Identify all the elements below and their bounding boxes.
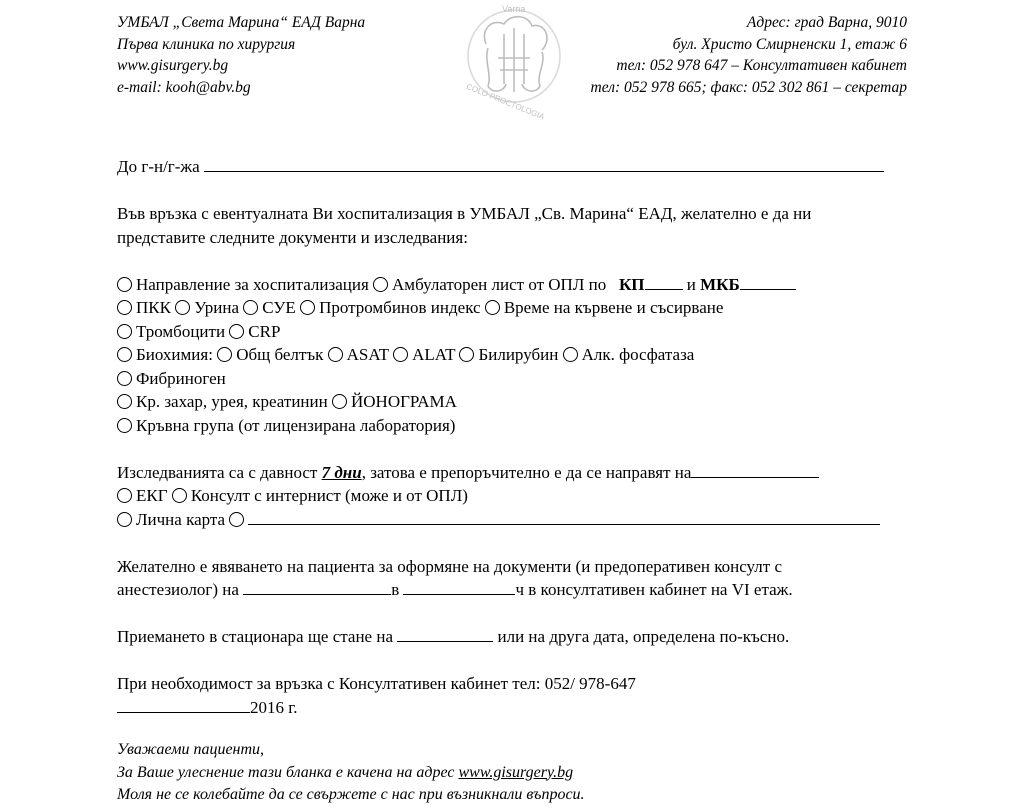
appear-at-label: в <box>391 580 400 599</box>
kp-field[interactable] <box>645 275 683 290</box>
crp-label: CRP <box>248 321 281 341</box>
bleeding-label: Време на кървене и съсирване <box>503 298 724 317</box>
asat-label: ASAT <box>346 345 389 364</box>
year-line <box>117 696 917 720</box>
ionogram-radio[interactable] <box>332 394 347 409</box>
crp-radio[interactable] <box>229 324 244 339</box>
email: e-mail: kooh@abv.bg <box>117 78 251 96</box>
validity-field[interactable] <box>691 463 819 478</box>
street: бул. Христо Смирненски 1, етаж 6 <box>672 35 907 53</box>
protein-label: Общ белтък <box>236 345 324 364</box>
options-row-2 <box>117 296 917 320</box>
ekg-label: ЕКГ <box>136 486 168 505</box>
urine-radio[interactable] <box>175 300 190 315</box>
phone-fax: тел: 052 978 665; факс: 052 302 861 – секретар <box>590 78 907 96</box>
admission-line <box>117 625 917 649</box>
recipient-line <box>117 155 917 179</box>
alat-radio[interactable] <box>393 347 408 362</box>
platelets-label: Тромбоцити <box>136 321 226 341</box>
referral-label: Направление за хоспитализация <box>136 274 369 294</box>
note-greeting: Уважаеми пациенти, <box>117 741 265 758</box>
kp-label: КП <box>618 274 645 294</box>
options-row-7 <box>117 414 917 438</box>
bleeding-radio[interactable] <box>485 300 500 315</box>
pkk-radio[interactable] <box>117 300 132 315</box>
platelets-radio[interactable] <box>117 324 132 339</box>
alat-label: ALAT <box>412 345 456 364</box>
clinic-logo <box>458 0 570 122</box>
sue-label: СУЕ <box>262 298 296 317</box>
validity-pre: Изследванията са с давност <box>117 462 318 482</box>
other-field[interactable] <box>248 510 880 525</box>
ionogram-label: ЙОНОГРАМА <box>350 392 457 411</box>
header-right <box>591 12 907 98</box>
id-radio[interactable] <box>117 512 132 527</box>
fibrinogen-radio[interactable] <box>117 371 132 386</box>
address: Адрес: град Варна, 9010 <box>746 14 907 31</box>
alk-radio[interactable] <box>563 347 578 362</box>
intro-line-2: представите следните документи и изследвания: <box>117 227 468 247</box>
protein-radio[interactable] <box>217 347 232 362</box>
validity-line <box>117 461 917 485</box>
pkk-label: ПКК <box>136 298 171 317</box>
note-line-3: Моля не се колебайте да се свържете с нас при възникнали въпроси. <box>117 786 585 803</box>
appear-time-field[interactable] <box>403 580 515 595</box>
form-body <box>117 155 917 719</box>
sue-radio[interactable] <box>243 300 258 315</box>
appear-line-2 <box>117 578 917 602</box>
admission-later: или на друга дата, определена по-късно. <box>497 627 790 646</box>
admission-label: Приемането в стационара ще стане на <box>117 627 393 646</box>
biochem-label: Биохимия: <box>136 345 213 364</box>
and-label: и <box>686 274 696 294</box>
prothrombin-radio[interactable] <box>300 300 315 315</box>
asat-radio[interactable] <box>328 347 343 362</box>
phone-consult: тел: 052 978 647 – Консултативен кабинет <box>616 57 907 74</box>
contact-line: При необходимост за връзка с Консултативен кабинет тел: 052/ 978-647 <box>117 674 636 693</box>
id-label: Лична карта <box>136 509 226 529</box>
appear-room-label: ч в консултативен кабинет на VI етаж. <box>515 580 793 599</box>
bilirubin-label: Билирубин <box>478 345 559 364</box>
appear-on-label: анестезиолог) на <box>117 580 239 599</box>
recipient-field[interactable] <box>204 157 884 172</box>
website: www.gisurgery.bg <box>117 57 229 74</box>
mkb-label: МКБ <box>700 274 740 294</box>
sugar-radio[interactable] <box>117 394 132 409</box>
year-label: 2016 г. <box>250 697 298 717</box>
patient-note <box>117 739 585 807</box>
options-row-8 <box>117 484 917 508</box>
clinic-name: Първа клиника по хирургия <box>117 35 296 53</box>
options-row-3 <box>117 320 917 344</box>
ambulatory-label: Амбулаторен лист от ОПЛ по <box>392 274 607 294</box>
logo-text-top: Varna <box>502 4 526 14</box>
urine-label: Урина <box>194 298 240 317</box>
prothrombin-label: Протромбинов индекс <box>319 298 481 317</box>
other-radio[interactable] <box>229 512 244 527</box>
validity-post: , затова е препоръчително е да се направят на <box>361 462 692 482</box>
appear-line-1: Желателно е явяването на пациента за оформяне на документи (и предоперативен консулт с <box>117 556 783 576</box>
options-row-6 <box>117 390 917 414</box>
header-left <box>117 12 365 98</box>
hospital-name: УМБАЛ „Света Марина“ ЕАД Варна <box>117 14 366 31</box>
bloodgroup-radio[interactable] <box>117 418 132 433</box>
alk-label: Алк. фосфатаза <box>581 345 695 364</box>
mkb-field[interactable] <box>740 275 796 290</box>
validity-days: 7 дни <box>321 462 362 482</box>
appear-date-field[interactable] <box>243 580 391 595</box>
bloodgroup-label: Кръвна група (от лицензирана лаборатория) <box>136 415 456 435</box>
options-row-1 <box>117 273 917 297</box>
ekg-radio[interactable] <box>117 488 132 503</box>
day-month-field[interactable] <box>117 698 250 713</box>
options-row-5 <box>117 367 917 391</box>
admission-date-field[interactable] <box>397 627 493 642</box>
consult-radio[interactable] <box>172 488 187 503</box>
note-line-2 <box>117 762 585 785</box>
to-label: До г-н/г-жа <box>117 157 200 176</box>
bilirubin-radio[interactable] <box>459 347 474 362</box>
referral-radio[interactable] <box>117 277 132 292</box>
biochem-radio[interactable] <box>117 347 132 362</box>
options-row-4 <box>117 343 917 367</box>
fibrinogen-label: Фибриноген <box>136 368 226 388</box>
options-row-9 <box>117 508 917 532</box>
logo-text-bottom: COLO PROCTOLOGIA <box>465 82 546 122</box>
sugar-label: Кр. захар, урея, креатинин <box>136 392 328 411</box>
note-text: За Ваше улеснение тази бланка е качена на адрес <box>117 763 455 781</box>
note-url-link[interactable]: www.gisurgery.bg <box>458 763 574 781</box>
consult-label: Консулт с интернист (може и от ОПЛ) <box>190 486 468 505</box>
ambulatory-radio[interactable] <box>373 277 388 292</box>
intro-line-1: Във връзка с евентуалната Ви хоспитализация в УМБАЛ „Св. Марина“ ЕАД, желателно е да ни <box>117 204 812 223</box>
